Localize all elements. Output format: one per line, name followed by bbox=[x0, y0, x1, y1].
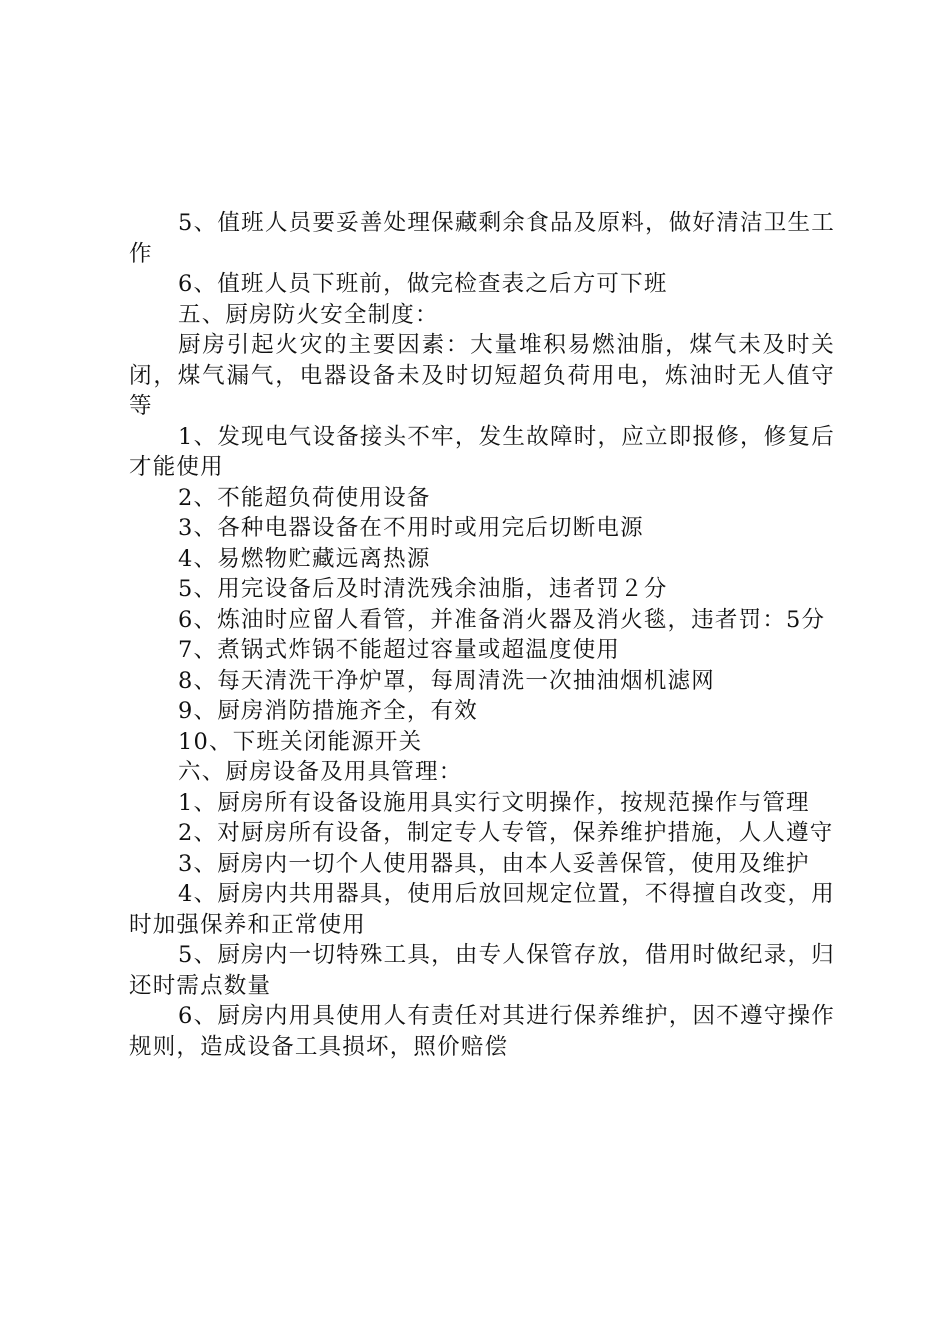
list-item: 9、厨房消防措施齐全，有效 bbox=[178, 698, 478, 724]
list-item: 4、易燃物贮藏远离热源 bbox=[178, 545, 431, 572]
section-heading: 六、厨房设备及用具管理： bbox=[178, 759, 463, 785]
document-body bbox=[129, 208, 835, 1062]
list-item: 2、不能超负荷使用设备 bbox=[178, 484, 431, 511]
paragraph: 6、值班人员下班前，做完检查表之后方可下班 bbox=[178, 271, 668, 297]
list-item: 5、厨房内一切特殊工具，由专人保管存放，借用时做纪录，归还时需点数量 bbox=[129, 942, 835, 999]
list-item: 1、发现电气设备接头不牢，发生故障时，应立即报修，修复后才能使用 bbox=[129, 423, 835, 480]
list-item: 2、对厨房所有设备，制定专人专管，保养维护措施，人人遵守 bbox=[178, 820, 834, 846]
list-item: 3、各种电器设备在不用时或用完后切断电源 bbox=[178, 515, 644, 541]
list-item: 6、厨房内用具使用人有责任对其进行保养维护，因不遵守操作规则，造成设备工具损坏，照价赔偿 bbox=[129, 1003, 835, 1060]
section-heading: 五、厨房防火安全制度： bbox=[178, 301, 439, 328]
list-item: 5、用完设备后及时清洗残余油脂，违者罚２分 bbox=[178, 576, 668, 602]
list-item: 3、厨房内一切个人使用器具，由本人妥善保管，使用及维护 bbox=[178, 850, 810, 877]
paragraph: 厨房引起火灾的主要因素：大量堆积易燃油脂，煤气未及时关闭，煤气漏气，电器设备未及时切短超负荷用电，炼油时无人值守等 bbox=[129, 332, 835, 419]
list-item: 6、炼油时应留人看管，并准备消火器及消火毯，违者罚：5分 bbox=[178, 606, 826, 633]
list-item: 10、下班关闭能源开关 bbox=[178, 728, 423, 755]
paragraph: 5、值班人员要妥善处理保藏剩余食品及原料，做好清洁卫生工作 bbox=[129, 210, 835, 267]
list-item: 8、每天清洗干净炉罩，每周清洗一次抽油烟机滤网 bbox=[178, 667, 715, 694]
list-item: 7、煮锅式炸锅不能超过容量或超温度使用 bbox=[178, 637, 621, 663]
list-item: 4、厨房内共用器具，使用后放回规定位置，不得擅自改变，用时加强保养和正常使用 bbox=[129, 881, 835, 938]
list-item: 1、厨房所有设备设施用具实行文明操作，按规范操作与管理 bbox=[178, 789, 810, 816]
